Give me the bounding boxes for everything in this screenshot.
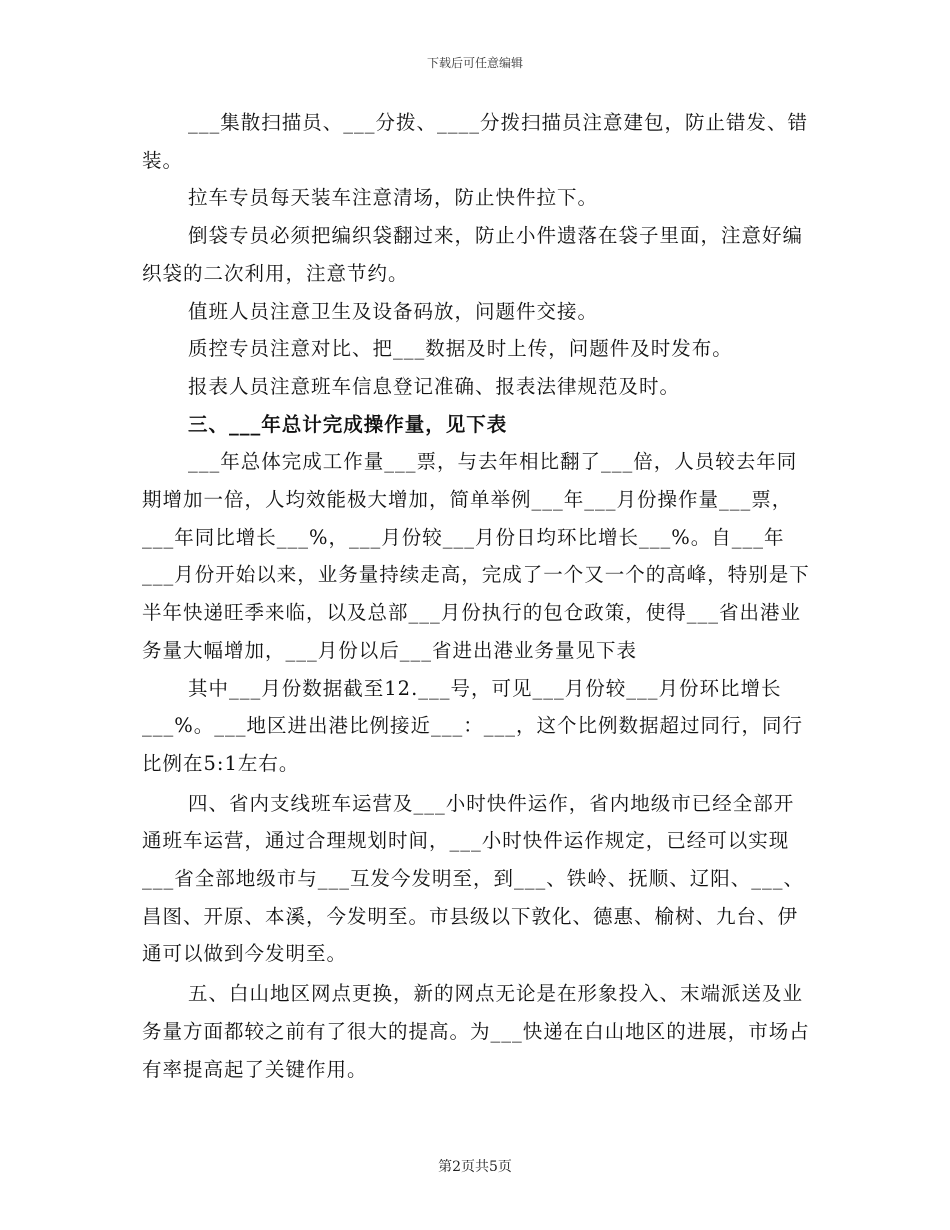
paragraph-annual-volume: ___年总体完成工作量___票，与去年相比翻了___倍，人员较去年同期增加一倍，人均效能极大增加，简单举例___年___月份操作量___票，___年同比增长___%，___月份较___月份日均环比增长___%。自___年___月份开始以来，业务量持续走高，完成了一个又一个的高峰，特别是下半年快递旺季来临，以及总部___月份执行的包仓政策，使得___省出港业务量大幅增加，___月份以后___省进出港业务量见下表 [142, 450, 810, 662]
paragraph-section-5: 五、白山地区网点更换，新的网点无论是在形象投入、末端派送及业务量方面都较之前有了很大的提高。为___快递在白山地区的进展，市场占有率提高起了关键作用。 [142, 982, 810, 1081]
paragraph-section-4: 四、省内支线班车运营及___小时快件运作，省内地级市已经全部开通班车运营，通过合理规划时间，___小时快件运作规定，已经可以实现___省全部地级市与___互发今发明至，到___、铁岭、抚顺、辽阳、___、昌图、开原、本溪，今发明至。市县级以下敦化、德惠、榆树、九台、伊通可以做到今发明至。 [142, 791, 805, 966]
paragraph-bag-handling: 倒袋专员必须把编织袋翻过来，防止小件遗落在袋子里面，注意好编织袋的二次利用，注意节约。 [142, 224, 804, 285]
page-header: 下载后可任意编辑 [426, 56, 523, 70]
paragraph-quality-control: 质控专员注意对比、把___数据及时上传，问题件及时发布。 [188, 337, 733, 361]
paragraph-loading-clearance: 拉车专员每天装车注意清场，防止快件拉下。 [188, 186, 599, 210]
paragraph-scanner-packaging: ___集散扫描员、___分拨、____分拨扫描员注意建包，防止错发、错装。 [142, 111, 809, 172]
paragraph-duty-staff: 值班人员注意卫生及设备码放，问题件交接。 [188, 299, 599, 323]
page-number: 第2页共5页 [438, 1159, 512, 1175]
paragraph-report-staff: 报表人员注意班车信息登记准确、报表法律规范及时。 [188, 374, 681, 398]
document-body [142, 104, 812, 1088]
section-heading-3: 三、___年总计完成操作量，见下表 [188, 412, 508, 436]
paragraph-monthly-comparison: 其中___月份数据截至12.___号，可见___月份较___月份环比增长___%。___地区进出港比例接近___：___，这个比例数据超过同行，同行比例在5:1左右。 [142, 676, 804, 775]
